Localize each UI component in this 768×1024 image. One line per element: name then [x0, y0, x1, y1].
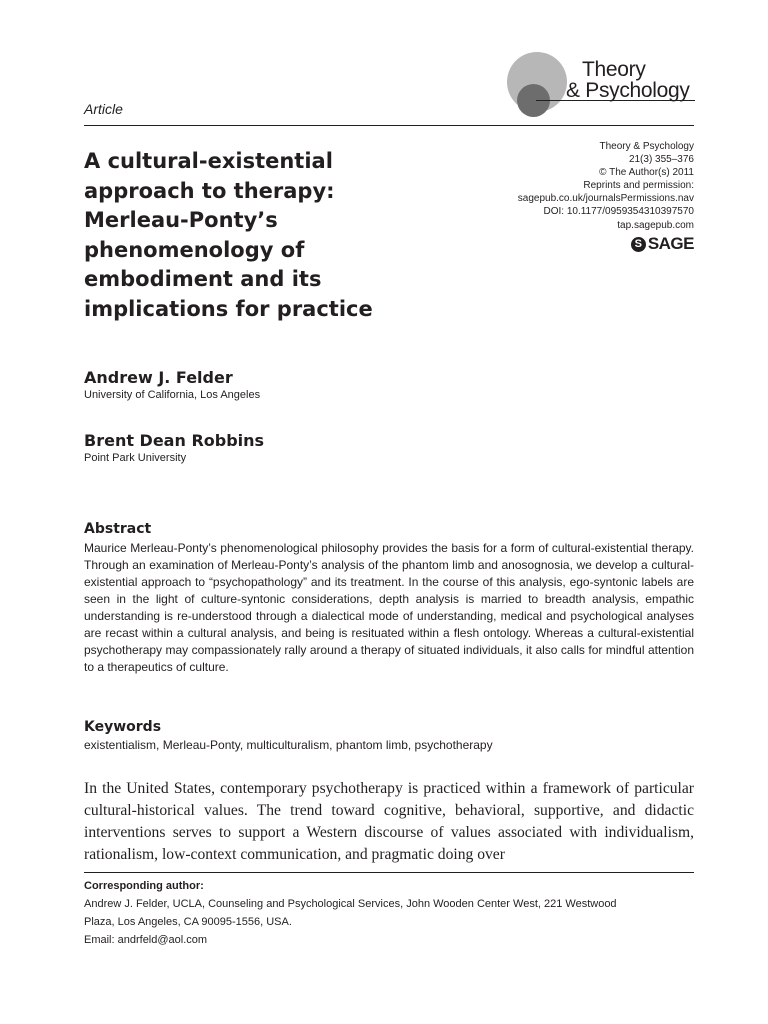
- journal-logo: [507, 52, 697, 118]
- article-title: A cultural-existential approach to therapy: Merleau-Ponty’s phenomenology of embodiment and its implications for practice: [84, 149, 373, 321]
- sage-logo: [631, 235, 694, 253]
- logo-text-theory: Theory: [582, 58, 646, 81]
- keywords-heading: Keywords: [84, 719, 162, 735]
- publication-info: [518, 140, 694, 232]
- pubinfo-journal: Theory & Psychology: [599, 141, 694, 152]
- logo-underline: [536, 100, 695, 101]
- sage-wordmark: SAGE: [647, 234, 694, 253]
- pubinfo-website[interactable]: tap.sagepub.com: [617, 219, 694, 231]
- author-affiliation: Point Park University: [84, 452, 187, 464]
- corresponding-author-address: Andrew J. Felder, UCLA, Counseling and Psychological Services, John Wooden Center West, 221 Westwood: [84, 898, 617, 910]
- header-divider: [84, 125, 694, 126]
- corresponding-author-details: [84, 895, 699, 949]
- footnote-divider: [84, 872, 694, 873]
- pubinfo-copyright: © The Author(s) 2011: [599, 167, 694, 179]
- corresponding-author-email[interactable]: Email: andrfeld@aol.com: [84, 934, 208, 946]
- pubinfo-doi[interactable]: DOI: 10.1177/0959354310397570: [543, 206, 694, 218]
- abstract-heading: Abstract: [84, 521, 152, 537]
- sage-mark-icon: S: [631, 237, 646, 252]
- author-name: Andrew J. Felder: [84, 368, 233, 387]
- logo-text-psychology: & Psychology: [566, 79, 690, 102]
- pubinfo-permissions-link[interactable]: sagepub.co.uk/journalsPermissions.nav: [517, 193, 694, 205]
- body-paragraph: In the United States, contemporary psychotherapy is practiced within a framework of particular cultural-historical values. The trend toward cognitive, behavioral, supportive, and didactic interventions serves to support a Western discourse of values associated with individualism, rationalism, low-context communication, and pragmatic doing over: [84, 780, 694, 863]
- pubinfo-reprints: Reprints and permission:: [583, 180, 694, 192]
- keywords-list: existentialism, Merleau-Ponty, multiculturalism, phantom limb, psychotherapy: [84, 738, 493, 752]
- corresponding-author-address-cont: Plaza, Los Angeles, CA 90095-1556, USA.: [84, 916, 292, 928]
- author-name: Brent Dean Robbins: [84, 431, 265, 450]
- pubinfo-volume: 21(3) 355–376: [628, 154, 694, 166]
- corresponding-author-heading: Corresponding author:: [84, 880, 204, 892]
- author-affiliation: University of California, Los Angeles: [84, 389, 261, 401]
- article-type-label: Article: [84, 101, 123, 117]
- abstract-text: Maurice Merleau-Ponty’s phenomenological philosophy provides the basis for a form of cultural-existential therapy. Through an examination of Merleau-Ponty’s analysis of the phantom limb and anosognosia, we develop a cultural-existential approach to “psychopathology” and its treatment. In the course of this analysis, ego-syntonic labels are seen in the light of culture-syntonic considerations, depth analysis is married to breadth analysis, empathic understanding is re-understood through a dialectical mode of understanding, medical and psychological analyses are recast within a cultural analysis, and being is resituated within a flesh ontology. Whereas a cultural-existential psychotherapy may compassionately rally around a therapy of situated individuals, it also calls for mindful attention to a therapeutics of culture.: [84, 541, 694, 674]
